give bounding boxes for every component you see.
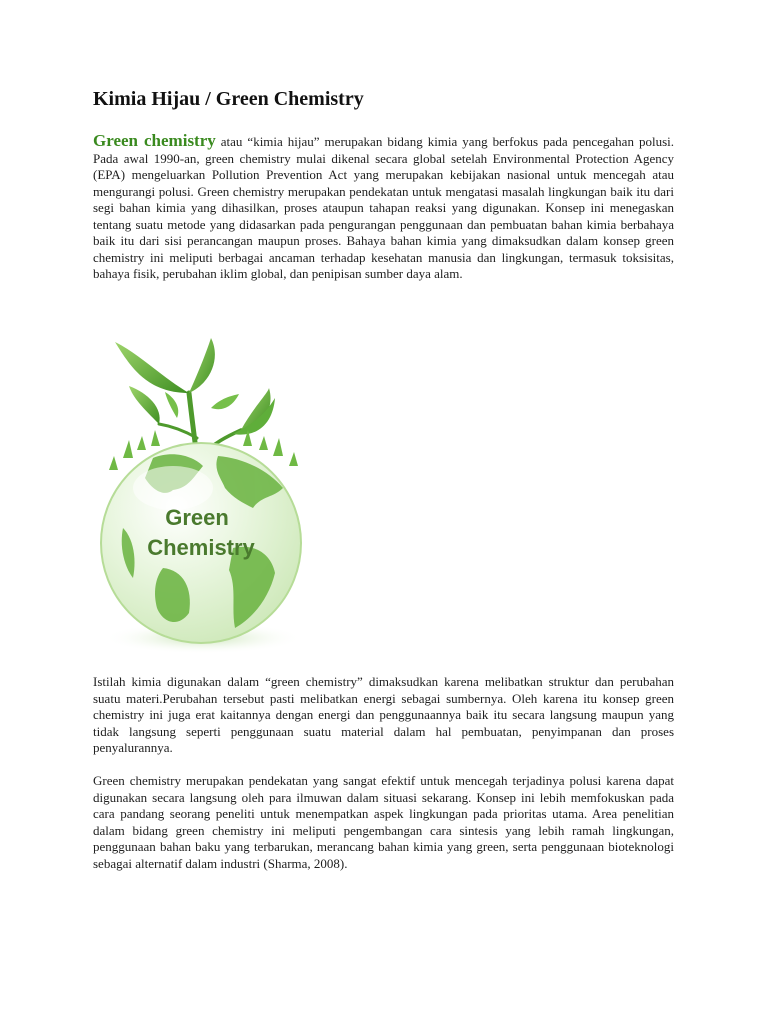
globe-text-line1: Green [165,505,229,530]
intro-paragraph [93,133,674,283]
body-paragraph-3: Green chemistry merupakan pendekatan yang sangat efektif untuk mencegah terjadinya polusi karena dapat digunakan secara langsung oleh para ilmuwan dalam situasi sekarang. Konsep ini lebih memfokuskan pada cara pandang seorang peneliti untuk menempatkan aspek lingkungan pada prioritas utama. Area penelitian dalam bidang green chemistry ini meliputi pengembangan cara sintesis yang lebih ramah lingkungan, penggunaan bahan baku yang terbarukan, merancang bahan kimia yang green, serta penggunaan bioteknologi sebagai alternatif dalam industri (Sharma, 2008). [93,773,674,871]
page-title: Kimia Hijau / Green Chemistry [93,88,364,110]
green-chemistry-illustration [93,338,315,656]
leaf-icon [115,342,189,393]
body-paragraph-2: Istilah kimia digunakan dalam “green chemistry” dimaksudkan karena melibatkan struktur dan perubahan suatu materi.Perubahan tersebut pasti melibatkan energi sebagai sumbernya. Oleh karena itu konsep green chemistry ini juga erat kaitannya dengan energi dan penggunaannya baik itu secara langsung maupun yang tidak langsung seperti penggunaan suatu material dalam hal pembuatan, penyimpanan dan proses penyalurannya. [93,674,674,755]
globe-sprout-image [93,338,315,656]
lead-term: Green chemistry [93,131,216,150]
globe-text-line2: Chemistry [147,535,255,560]
intro-text: atau “kimia hijau” merupakan bidang kimia yang berfokus pada pencegahan polusi. Pada awal 1990-an, green chemistry mulai dikenal secara global setelah Environmental Protection Agency (EPA) mengeluarkan Pollution Prevention Act yang merupakan kebijakan nasional untuk mencegah atau mengurangi polusi. Green chemistry merupakan pendekatan untuk mengatasi masalah lingkungan baik itu dari segi bahan kimia yang dihasilkan, proses ataupun tahapan reaksi yang digunakan. Konsep ini menegaskan tentang suatu metode yang didasarkan pada pengurangan penggunaan dan pembuatan bahan kimia berbahaya baik itu dari sisi perancangan maupun proses. Bahaya bahan kimia yang dimaksudkan dalam konsep green chemistry ini meliputi berbagai ancaman terhadap kesehatan manusia dan lingkungan, termasuk toksisitas, bahaya fisik, perubahan iklim global, dan penipisan sumber daya alam. [93,134,674,281]
